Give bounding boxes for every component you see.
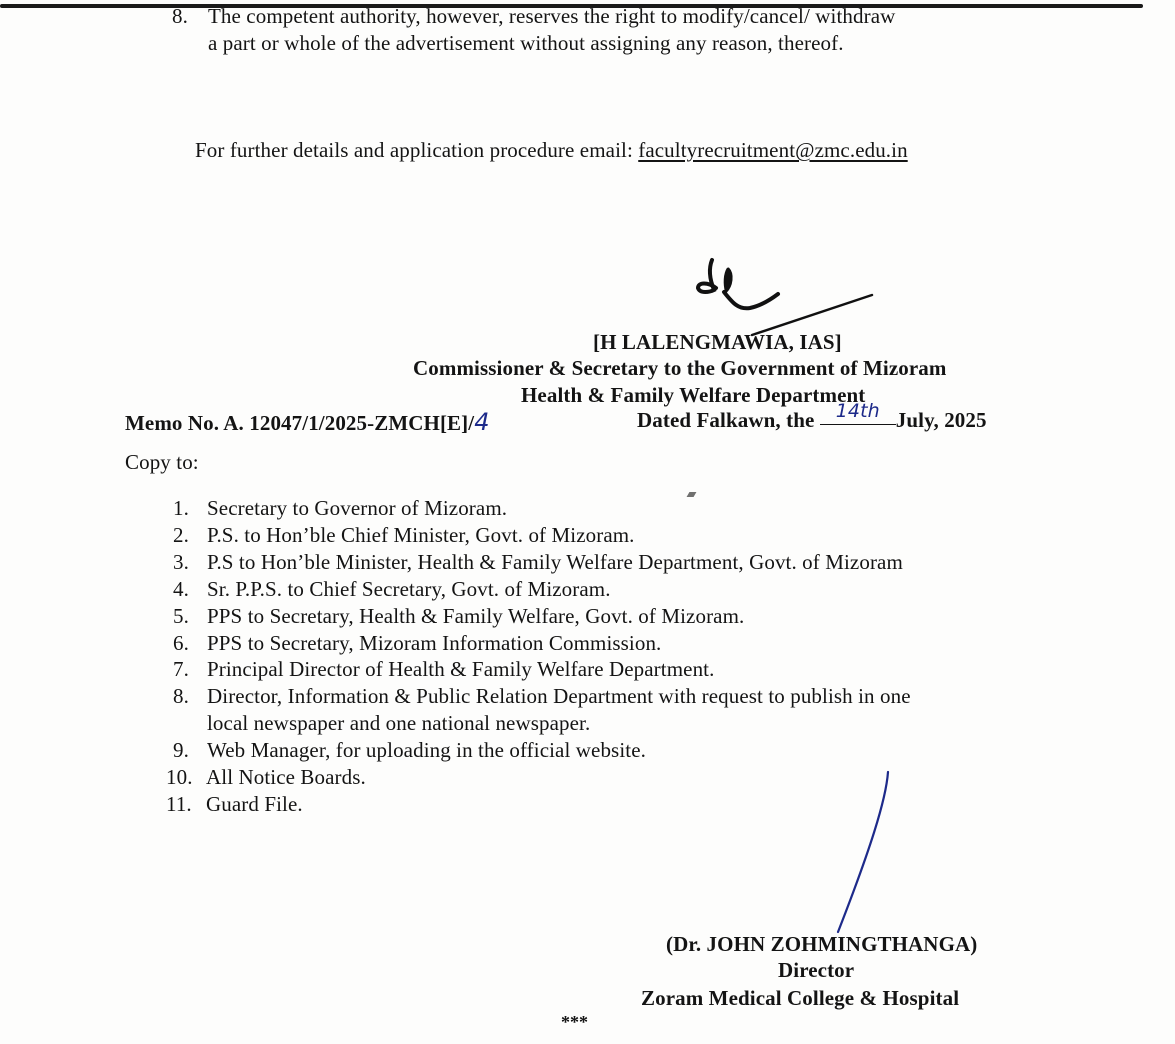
- copy-to-item-number: 10.: [166, 765, 193, 789]
- copy-to-item-number: 11.: [166, 791, 192, 816]
- copy-to-item-text: Sr. P.P.S. to Chief Secretary, Govt. of Mizoram.: [207, 576, 611, 601]
- clause-number: 8.: [172, 4, 188, 28]
- copy-to-item-number: 8.: [173, 684, 189, 709]
- signatory-1-title: Commissioner & Secretary to the Government of Mizoram: [413, 356, 947, 380]
- signatory-2-title: Director: [778, 958, 855, 982]
- copy-to-item-text: P.S. to Hon’ble Chief Minister, Govt. of Mizoram.: [207, 522, 635, 547]
- memo-number: [125, 408, 490, 436]
- copy-to-item-number: 5.: [173, 603, 189, 628]
- clause-line-1: The competent authority, however, reserves the right to modify/cancel/ withdraw: [208, 4, 896, 28]
- copy-to-heading: Copy to:: [125, 450, 199, 474]
- copy-to-item-number: 6.: [173, 630, 189, 655]
- copy-to-item-number: 7.: [173, 657, 189, 682]
- contact-email-link[interactable]: facultyrecruitment@zmc.edu.in: [638, 138, 908, 162]
- signature-h-lalengmawia: [690, 250, 880, 340]
- copy-to-item-number: 4.: [173, 576, 189, 601]
- signature-john-zohmingthanga: [830, 770, 900, 940]
- contact-prefix: For further details and application procedure email:: [195, 138, 639, 162]
- signatory-1-name: [H LALENGMAWIA, IAS]: [593, 330, 842, 354]
- copy-to-item-text: Secretary to Governor of Mizoram.: [207, 496, 508, 520]
- signatory-2-institution: Zoram Medical College & Hospital: [641, 986, 960, 1010]
- clause-line-2: a part or whole of the advertisement without assigning any reason, thereof.: [208, 31, 844, 55]
- copy-to-item-text: P.S to Hon’ble Minister, Health & Family Welfare Department, Govt. of Mizoram: [207, 549, 903, 574]
- signatory-1-department: Health & Family Welfare Department: [521, 383, 866, 407]
- end-mark: ***: [561, 1012, 588, 1032]
- copy-to-item-text: PPS to Secretary, Mizoram Information Commission.: [207, 630, 662, 655]
- copy-to-item-text: Web Manager, for uploading in the official website.: [207, 738, 646, 763]
- memo-date: [637, 400, 987, 433]
- memo-date-day-blank: [820, 400, 896, 425]
- copy-to-item-text-continued: local newspaper and one national newspaper.: [207, 711, 591, 736]
- copy-to-item-number: 2.: [173, 522, 189, 547]
- memo-date-prefix: Dated Falkawn, the: [637, 408, 820, 432]
- contact-line: [195, 138, 908, 163]
- signatory-2-name: (Dr. JOHN ZOHMINGTHANGA): [666, 932, 978, 956]
- memo-date-day-handwritten: 14th: [835, 400, 880, 422]
- copy-to-item-text: Director, Information & Public Relation Department with request to publish in one: [207, 684, 911, 709]
- copy-to-item-text: Guard File.: [206, 791, 303, 816]
- copy-to-item-number: 9.: [173, 738, 189, 763]
- scan-speck: [687, 492, 697, 497]
- copy-to-item-number: 1.: [173, 496, 189, 520]
- memo-number-handwritten: 4: [474, 408, 490, 436]
- copy-to-item-text: PPS to Secretary, Health & Family Welfare, Govt. of Mizoram.: [207, 603, 745, 628]
- memo-date-suffix: July, 2025: [895, 408, 987, 432]
- memo-number-label: Memo No. A. 12047/1/2025-ZMCH[E]/: [125, 411, 475, 435]
- copy-to-item-text: All Notice Boards.: [206, 765, 366, 789]
- copy-to-item-text: Principal Director of Health & Family Welfare Department.: [207, 657, 715, 682]
- copy-to-item-number: 3.: [173, 549, 189, 574]
